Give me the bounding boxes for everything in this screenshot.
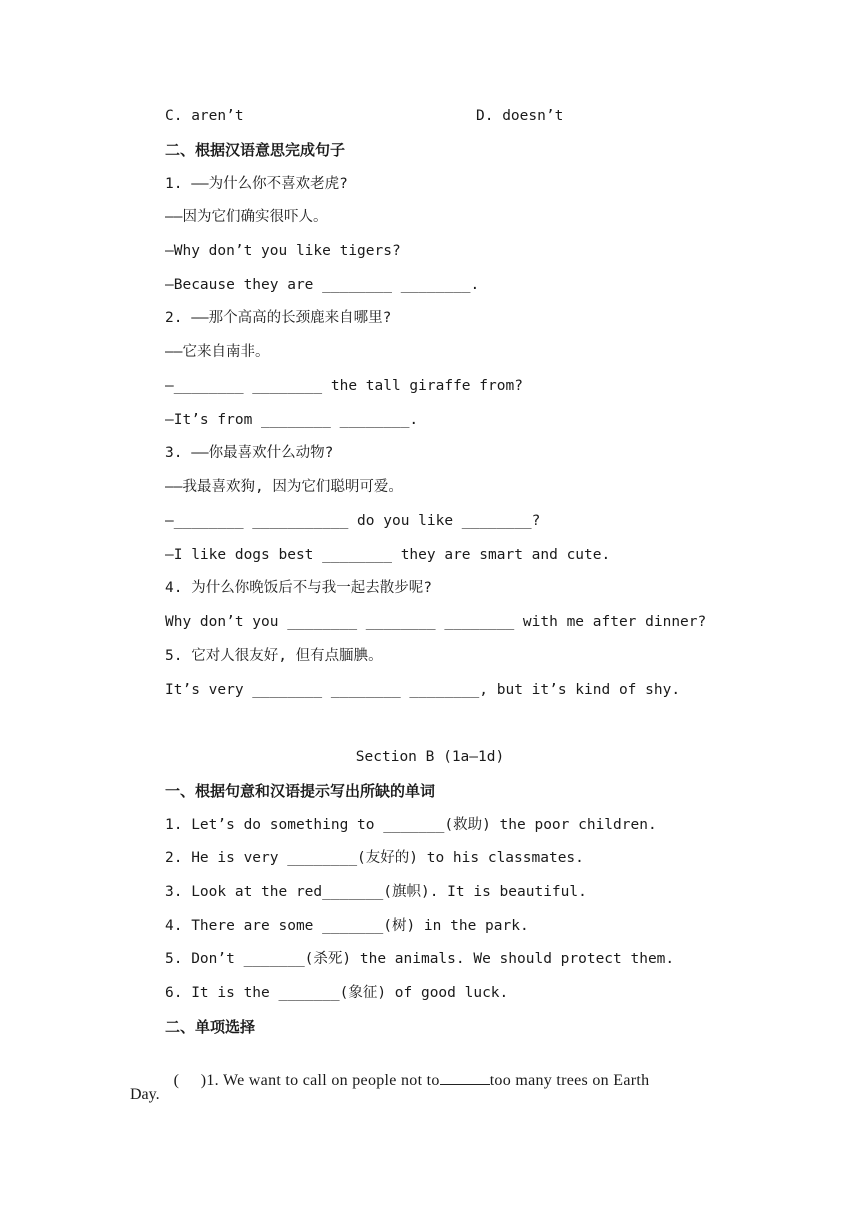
part2-line: —________ ___________ do you like ________? — [165, 513, 541, 529]
sectionB-item: 3. Look at the red_______(旗帜). It is beautiful. — [165, 884, 587, 900]
mc-question-prefix: 1. We want to call on people not to — [206, 1072, 440, 1089]
part2-line: Why don’t you ________ ________ ________ with me after dinner? — [165, 614, 707, 630]
part2-line: —Because they are ________ ________. — [165, 277, 480, 293]
part2-line: ——因为它们确实很吓人。 — [165, 209, 328, 225]
mc-question-continuation: Day. — [130, 1086, 160, 1103]
part2-line: ——我最喜欢狗, 因为它们聪明可爱。 — [165, 479, 403, 495]
sectionB-heading-1: 一、根据句意和汉语提示写出所缺的单词 — [165, 782, 436, 800]
sectionB-item: 1. Let’s do something to _______(救助) the poor children. — [165, 817, 657, 833]
answer-blank — [440, 1070, 490, 1085]
sectionB-item: 6. It is the _______(象征) of good luck. — [165, 985, 509, 1001]
part2-line: ——它来自南非。 — [165, 344, 270, 360]
sectionB-item: 2. He is very ________(友好的) to his classmates. — [165, 850, 584, 866]
part2-line: 3. ——你最喜欢什么动物? — [165, 445, 334, 461]
mc-question-line — [165, 1050, 649, 1091]
section-title: Section B (1a—1d) — [355, 749, 505, 765]
option-d: D. doesn’t — [476, 108, 564, 124]
part2-line: —It’s from ________ ________. — [165, 412, 419, 428]
part2-line: —________ ________ the tall giraffe from? — [165, 378, 523, 394]
mc-question-suffix: too many trees on Earth — [489, 1072, 650, 1089]
part2-line: 1. ——为什么你不喜欢老虎? — [165, 176, 348, 192]
part2-line: —Why don’t you like tigers? — [165, 243, 401, 259]
option-c: C. aren’t — [165, 108, 244, 124]
part2-heading: 二、根据汉语意思完成句子 — [165, 141, 346, 159]
part2-line: It’s very ________ ________ ________, but it’s kind of shy. — [165, 682, 681, 698]
part2-line: 5. 它对人很友好, 但有点腼腆。 — [165, 648, 383, 664]
part2-line: 4. 为什么你晚饭后不与我一起去散步呢? — [165, 580, 432, 596]
answer-paren: ( ) — [173, 1072, 207, 1089]
part2-line: 2. ——那个高高的长颈鹿来自哪里? — [165, 310, 392, 326]
sectionB-item: 5. Don’t _______(杀死) the animals. We should protect them. — [165, 951, 675, 967]
part2-line: —I like dogs best ________ they are smart and cute. — [165, 547, 611, 563]
sectionB-item: 4. There are some _______(树) in the park. — [165, 918, 529, 934]
sectionB-heading-2: 二、单项选择 — [165, 1018, 256, 1036]
